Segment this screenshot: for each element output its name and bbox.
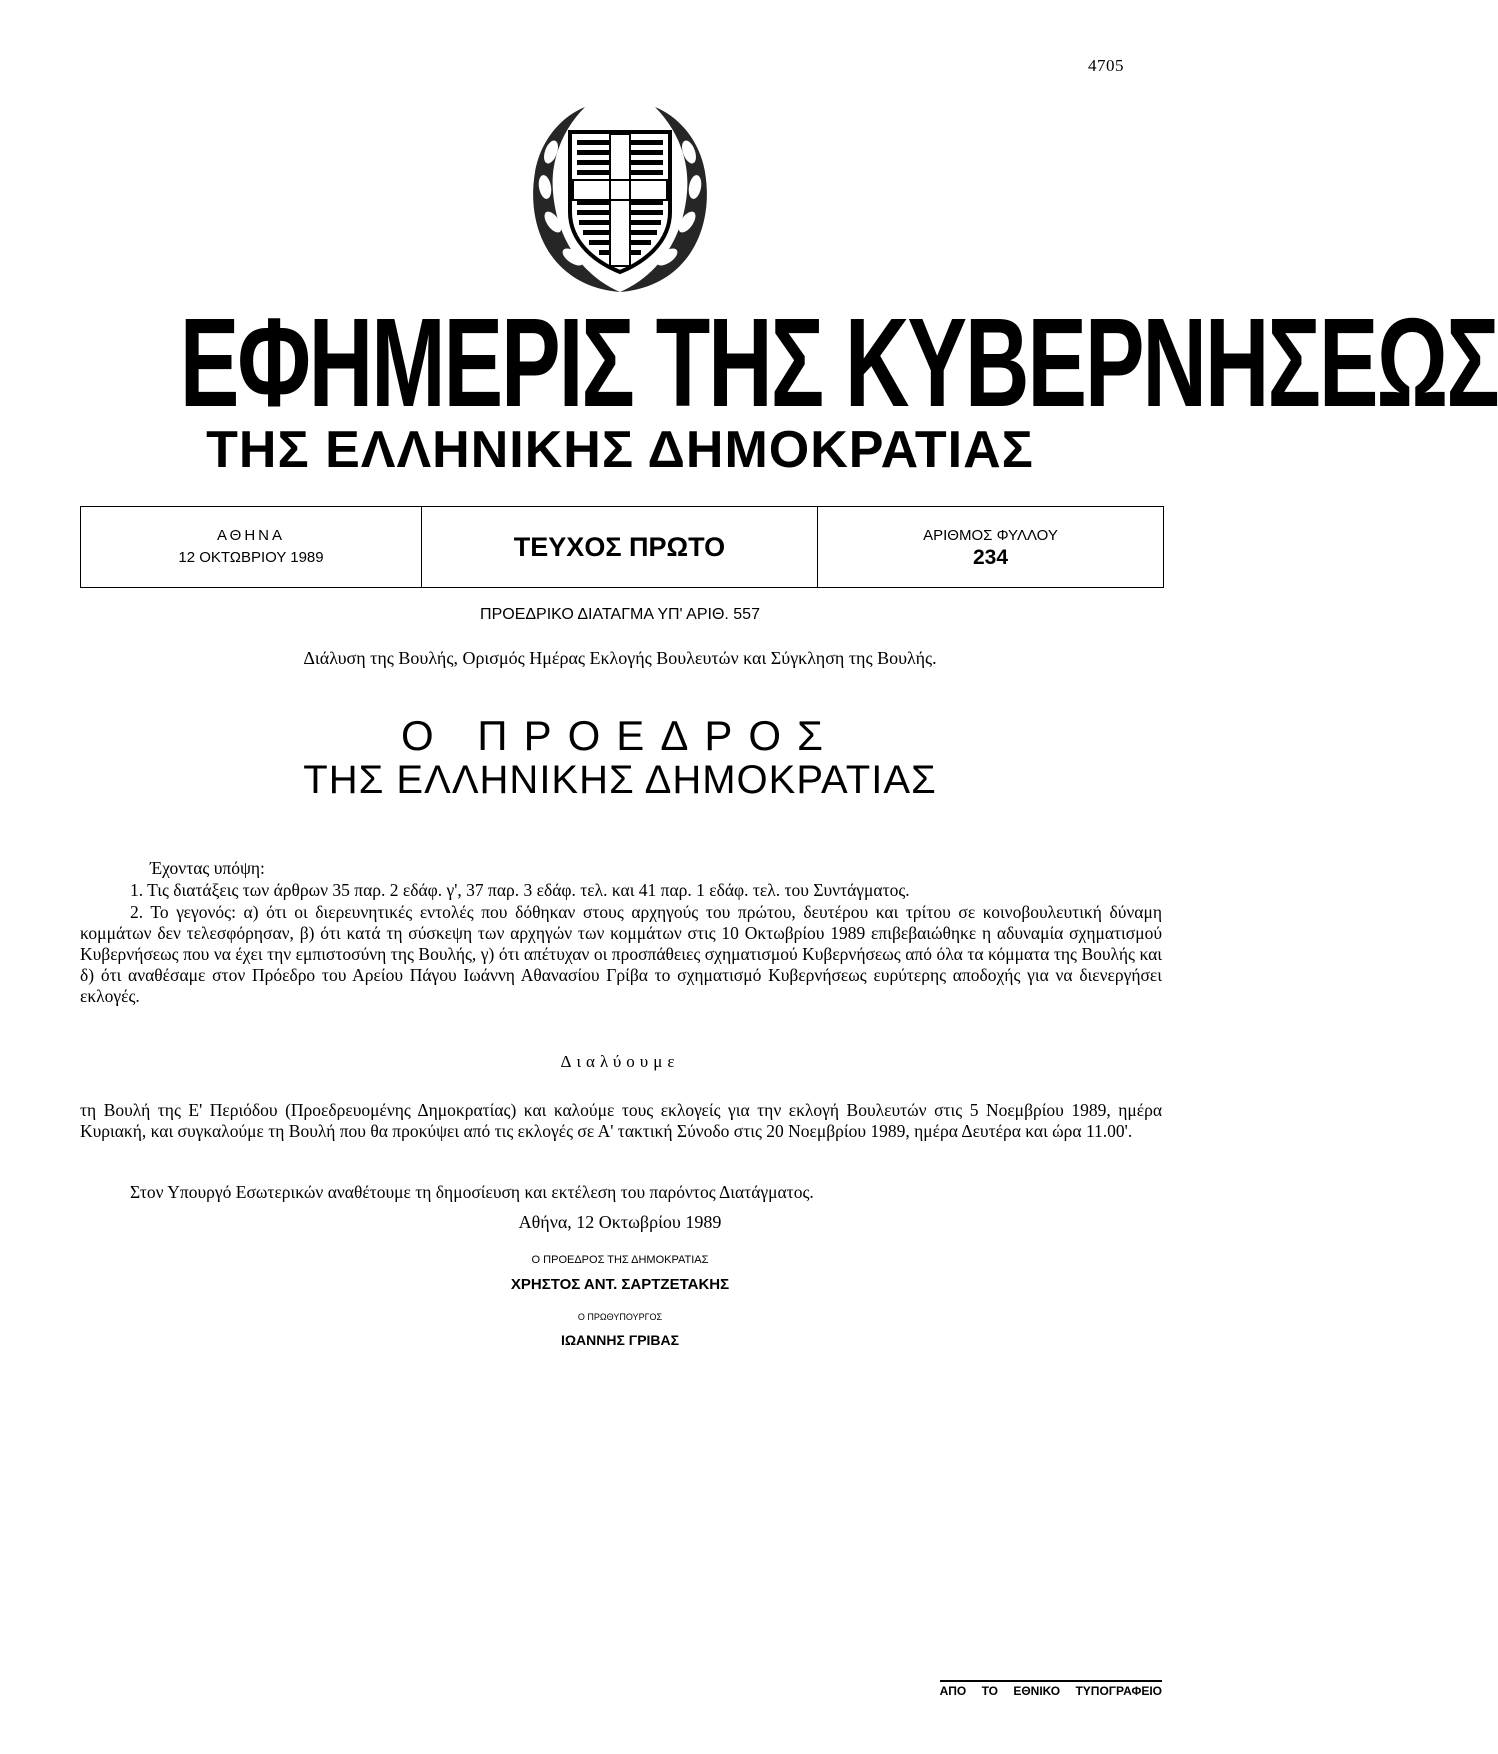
gazette-title: ΕΦΗΜΕΡΙΣ ΤΗΣ ΚΥΒΕΡΝΗΣΕΩΣ [179, 292, 1498, 433]
president-subheading: ΤΗΣ ΕΛΛΗΝΙΚΗΣ ΔΗΜΟΚΡΑΤΙΑΣ [303, 758, 937, 802]
operative-heading: Διαλύουμε [560, 1052, 680, 1071]
issue-place-date [81, 507, 422, 587]
operative-resolution: τη Βουλή της Ε' Περιόδου (Προεδρευομένης Δημοκρατίας) και καλούμε τους εκλογείς για την εκλογή Βουλευτών στις 5 Νοεμβρίου 1989, ημέρα Κυριακή, και συγκαλούμε τη Βουλή που θα προκύψει από τις εκλογές σε Α' τακτική Σύνοδο στις 20 Νοεμβρίου 1989, ημέρα Δευτέρα και ώρα 11.00'. [80, 1100, 1162, 1141]
preamble-point-1: 1. Τις διατάξεις των άρθρων 35 παρ. 2 εδάφ. γ', 37 παρ. 3 εδάφ. τελ. και 41 παρ. 1 εδάφ. τελ. του Συντάγματος. [130, 880, 910, 900]
decree-title: Διάλυση της Βουλής, Ορισμός Ημέρας Εκλογής Βουλευτών και Σύγκληση της Βουλής. [303, 648, 937, 668]
president-role: Ο ΠΡΟΕΔΡΟΣ ΤΗΣ ΔΗΜΟΚΡΑΤΙΑΣ [531, 1254, 709, 1266]
issue-city: ΑΘΗΝΑ [216, 527, 286, 544]
issue-volume [422, 507, 818, 587]
printer-footer: ΑΠΟ ΤΟ ΕΘΝΙΚΟ ΤΥΠΟΓΡΑΦΕΙΟ [940, 1680, 1162, 1698]
prime-minister-role: Ο ΠΡΩΘΥΠΟΥΡΓΟΣ [577, 1312, 663, 1322]
coat-of-arms-icon [515, 92, 725, 302]
issue-info-box [80, 506, 1164, 588]
preamble-intro: Έχοντας υπόψη: [150, 858, 265, 878]
sheet-number-label: ΑΡΙΘΜΟΣ ΦΥΛΛΟΥ [923, 527, 1058, 544]
signing-place-date: Αθήνα, 12 Οκτωβρίου 1989 [518, 1212, 722, 1232]
gazette-subtitle: ΤΗΣ ΕΛΛΗΝΙΚΗΣ ΔΗΜΟΚΡΑΤΙΑΣ [206, 421, 1034, 479]
preamble-point-2: 2. Το γεγονός: α) ότι οι διερευνητικές εντολές που δόθηκαν στους αρχηγούς του πρώτου, δευτέρου και τρίτου σε κοινοβουλευτική δύναμη κομμάτων δεν τελεσφόρησαν, β) ότι κατά τη σύσκεψη των αρχηγών των κομμάτων στις 10 Οκτωβρίου 1989 επιβεβαιώθηκε η αδυναμία σχηματισμού Κυβερνήσεως που να έχει την εμπιστοσύνη της Βουλής, γ) ότι απέτυχαν οι προσπάθειες σχηματισμού Κυβερνήσεως από όλα τα κόμματα της Βουλής και δ) ότι αναθέσαμε στον Πρόεδρο του Αρείου Πάγου Ιωάννη Αθανασίου Γρίβα το σχηματισμό Κυβερνήσεως ευρύτερης αποδοχής για να διενεργήσει εκλογές. [80, 902, 1162, 1006]
issue-date: 12 ΟΚΤΩΒΡΙΟΥ 1989 [178, 549, 324, 566]
execution-clause: Στον Υπουργό Εσωτερικών αναθέτουμε τη δημοσίευση και εκτέλεση του παρόντος Διατάγματος. [130, 1182, 814, 1202]
issue-volume-label: ΤΕΥΧΟΣ ΠΡΩΤΟ [513, 531, 726, 562]
decree-number: ΠΡΟΕΔΡΙΚΟ ΔΙΑΤΑΓΜΑ ΥΠ' ΑΡΙΘ. 557 [480, 606, 760, 623]
president-name: ΧΡΗΣΤΟΣ ΑΝΤ. ΣΑΡΤΖΕΤΑΚΗΣ [510, 1276, 730, 1293]
sheet-number-box [818, 507, 1163, 587]
page-number: 4705 [1088, 56, 1124, 75]
president-heading: Ο ΠΡΟΕΔΡΟΣ [400, 712, 840, 759]
prime-minister-name: ΙΩΑΝΝΗΣ ΓΡΙΒΑΣ [560, 1332, 680, 1348]
sheet-number: 234 [972, 546, 1009, 569]
